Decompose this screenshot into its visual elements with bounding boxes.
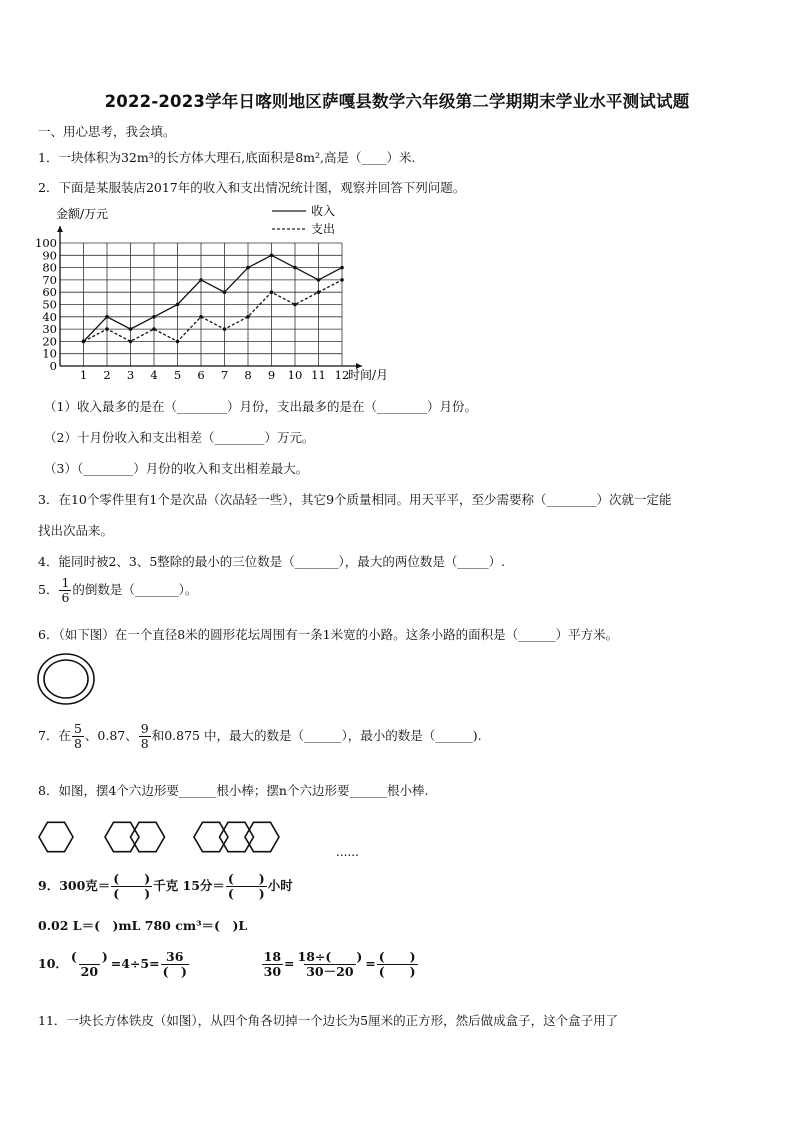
q9-text-2: 小时 [267, 878, 293, 893]
expense-point [246, 315, 250, 319]
income-point [129, 327, 133, 331]
question-2-part-3: （3）（________）月份的收入和支出相差最大。 [44, 461, 309, 476]
income-point [270, 254, 274, 258]
q10-label: 10． [38, 956, 68, 971]
question-5 [38, 576, 197, 605]
q10-f2-den: ( ) [162, 964, 187, 979]
x-tick-label: 10 [287, 368, 303, 382]
expense-point [340, 278, 344, 282]
x-tick-label: 12 [334, 368, 350, 382]
q10-f1-den: 20 [80, 964, 99, 979]
x-tick-label: 6 [197, 368, 205, 382]
x-tick-label: 5 [173, 368, 182, 382]
chart-axes [57, 226, 362, 369]
section-heading: 一、用心思考，我会填。 [38, 124, 176, 139]
y-tick-label: 60 [42, 285, 57, 300]
q5-numerator: 1 [61, 575, 70, 590]
flower-bed-ring-figure [36, 651, 98, 707]
expense-point [293, 303, 297, 307]
income-point [176, 303, 180, 307]
y-tick-label: 50 [42, 297, 57, 312]
question-2-part-2: （2）十月份收入和支出相差（________）万元。 [44, 430, 315, 445]
hexagon [39, 822, 73, 851]
x-tick-label: 3 [126, 368, 135, 382]
q7-label: 7．在 [38, 728, 71, 743]
y-tick-label: 40 [42, 309, 57, 324]
y-tick-label: 70 [42, 272, 57, 287]
x-tick-label: 7 [220, 368, 229, 382]
q10-fraction-5 [377, 950, 418, 979]
y-axis-label: 金额/万元 [56, 207, 109, 221]
hexagon [245, 822, 279, 851]
q10-fraction-4 [296, 950, 365, 979]
series-line-expense [84, 280, 343, 342]
chart-legend [272, 203, 335, 236]
income-point [152, 315, 156, 319]
y-tick-labels [35, 236, 57, 373]
y-tick-label: 80 [42, 260, 57, 275]
x-tick-label: 4 [150, 368, 158, 382]
q10-f3-num: 18 [263, 949, 282, 964]
x-axis-label: 时间/月 [348, 368, 389, 382]
income-point [199, 278, 203, 282]
expense-point [82, 340, 86, 344]
income-point [317, 278, 321, 282]
question-9 [38, 872, 293, 901]
q10-f1-num: ( ) [70, 949, 108, 964]
income-point [246, 266, 250, 270]
legend-income-label: 收入 [311, 204, 336, 218]
series-line-income [84, 255, 343, 341]
y-tick-label: 20 [42, 334, 57, 349]
x-tick-label: 1 [79, 368, 88, 382]
q7-frac2-numerator: 9 [140, 721, 149, 736]
y-tick-label: 10 [42, 346, 57, 361]
q10-fraction-3 [262, 950, 283, 979]
expense-point [270, 290, 274, 294]
chart-grid [60, 243, 342, 366]
income-expense-line-chart [35, 198, 420, 388]
x-tick-labels [80, 368, 349, 382]
y-tick-label: 100 [35, 236, 57, 250]
question-4: 4．能同时被2、3、5整除的最小的三位数是（_______），最大的两位数是（_____）. [38, 554, 506, 569]
x-tick-label: 11 [311, 368, 326, 382]
question-3: 3．在10个零件里有1个是次品（次品轻一些），其它9个质量相同。用天平平，至少需要称（________）次就一定能 [38, 492, 672, 507]
question-6: 6．（如下图）在一个直径8米的圆形花坛周围有一条1米宽的小路。这条小路的面积是（______）平方米。 [38, 627, 619, 642]
y-tick-label: 0 [49, 359, 57, 373]
question-11: 11．一块长方体铁皮（如图），从四个角各切掉一个边长为5厘米的正方形，然后做成盒子，这个盒子用了 [38, 1013, 619, 1028]
q10-f3-den: 30 [263, 964, 282, 979]
q10-f5-den: ( ) [378, 964, 416, 979]
y-tick-label: 30 [42, 322, 57, 337]
q9-f2-num: ( ) [227, 871, 265, 886]
q7-frac2-denominator: 8 [140, 736, 149, 751]
chart-series [82, 254, 344, 344]
y-tick-label: 90 [42, 248, 57, 263]
question-10: 10． $\frac{( )}{20}$ =4÷5= $\frac{36}{( )}$ $\frac{18}{30}$ = $\frac{18\div( )}{30-20}$ = $\frac{( )}{( )}$ [38, 949, 416, 979]
fraction-one-sixth [59, 576, 71, 605]
x-tick-label: 2 [103, 368, 111, 382]
question-2: 2．下面是某服装店2017年的收入和支出情况统计图，观察并回答下列问题。 [38, 180, 466, 195]
question-1: 1．一块体积为32m³的长方体大理石,底面积是8m²,高是（____）米. [38, 150, 416, 165]
income-point [293, 266, 297, 270]
q9-fraction-2 [226, 872, 267, 901]
expense-point [129, 340, 133, 344]
q7-middle: 、0.87、 [84, 728, 138, 743]
x-tick-label: 9 [267, 368, 276, 382]
q7-frac1-denominator: 8 [73, 736, 82, 751]
q9-text-1: 千克 15分＝ [153, 878, 225, 893]
hexagon [131, 822, 165, 851]
legend-expense-label: 支出 [311, 222, 336, 236]
q9-f1-num: ( ) [113, 871, 151, 886]
fraction-nine-eighths [139, 722, 151, 751]
y-axis-arrow [57, 226, 63, 232]
q10-f5-num: ( ) [378, 949, 416, 964]
expense-point [105, 327, 109, 331]
hexagon [220, 822, 254, 851]
fraction-five-eighths [72, 722, 84, 751]
page-title: 2022-2023学年日喀则地区萨嘎县数学六年级第二学期期末学业水平测试试题 [104, 92, 690, 111]
q9-fraction-1 [111, 872, 152, 901]
question-7 [38, 722, 482, 751]
hexagon [105, 822, 139, 851]
q7-text: 和0.875 中，最大的数是（______），最小的数是（______). [151, 728, 482, 743]
q7-frac1-numerator: 5 [73, 721, 82, 736]
expense-point [152, 327, 156, 331]
income-point [223, 290, 227, 294]
q10-f4-den: 30－20 [306, 964, 354, 979]
q9-f2-den: ( ) [227, 886, 265, 901]
q5-denominator: 6 [61, 590, 70, 605]
q8-ellipsis: ...... [336, 845, 359, 859]
q10-middle: =4÷5= [110, 956, 160, 971]
x-tick-label: 8 [244, 368, 252, 382]
q10-f4-num: 18÷( ) [297, 949, 363, 964]
q5-text: 的倒数是（_______）。 [72, 582, 198, 597]
question-9-part-b: 0.02 L＝( )mL 780 cm³＝( )L [38, 918, 248, 933]
q10-fraction-1 [69, 950, 110, 979]
expense-point [317, 290, 321, 294]
hexagon-pattern-figure [36, 812, 366, 864]
hexagon [194, 822, 228, 851]
q5-label: 5． [38, 582, 59, 597]
q9-f1-den: ( ) [113, 886, 151, 901]
question-2-part-1: （1）收入最多的是在（________）月份，支出最多的是在（________）月份。 [44, 399, 477, 414]
q10-fraction-2 [161, 950, 189, 979]
expense-point [223, 327, 227, 331]
q9-label: 9．300克＝ [38, 878, 111, 893]
question-3-continued: 找出次品来。 [38, 523, 114, 538]
expense-point [199, 315, 203, 319]
income-point [105, 315, 109, 319]
income-point [340, 266, 344, 270]
question-8: 8．如图，摆4个六边形要______根小棒；摆n个六边形要______根小棒. [38, 783, 429, 798]
q10-f2-num: 36 [166, 949, 184, 964]
expense-point [176, 340, 180, 344]
